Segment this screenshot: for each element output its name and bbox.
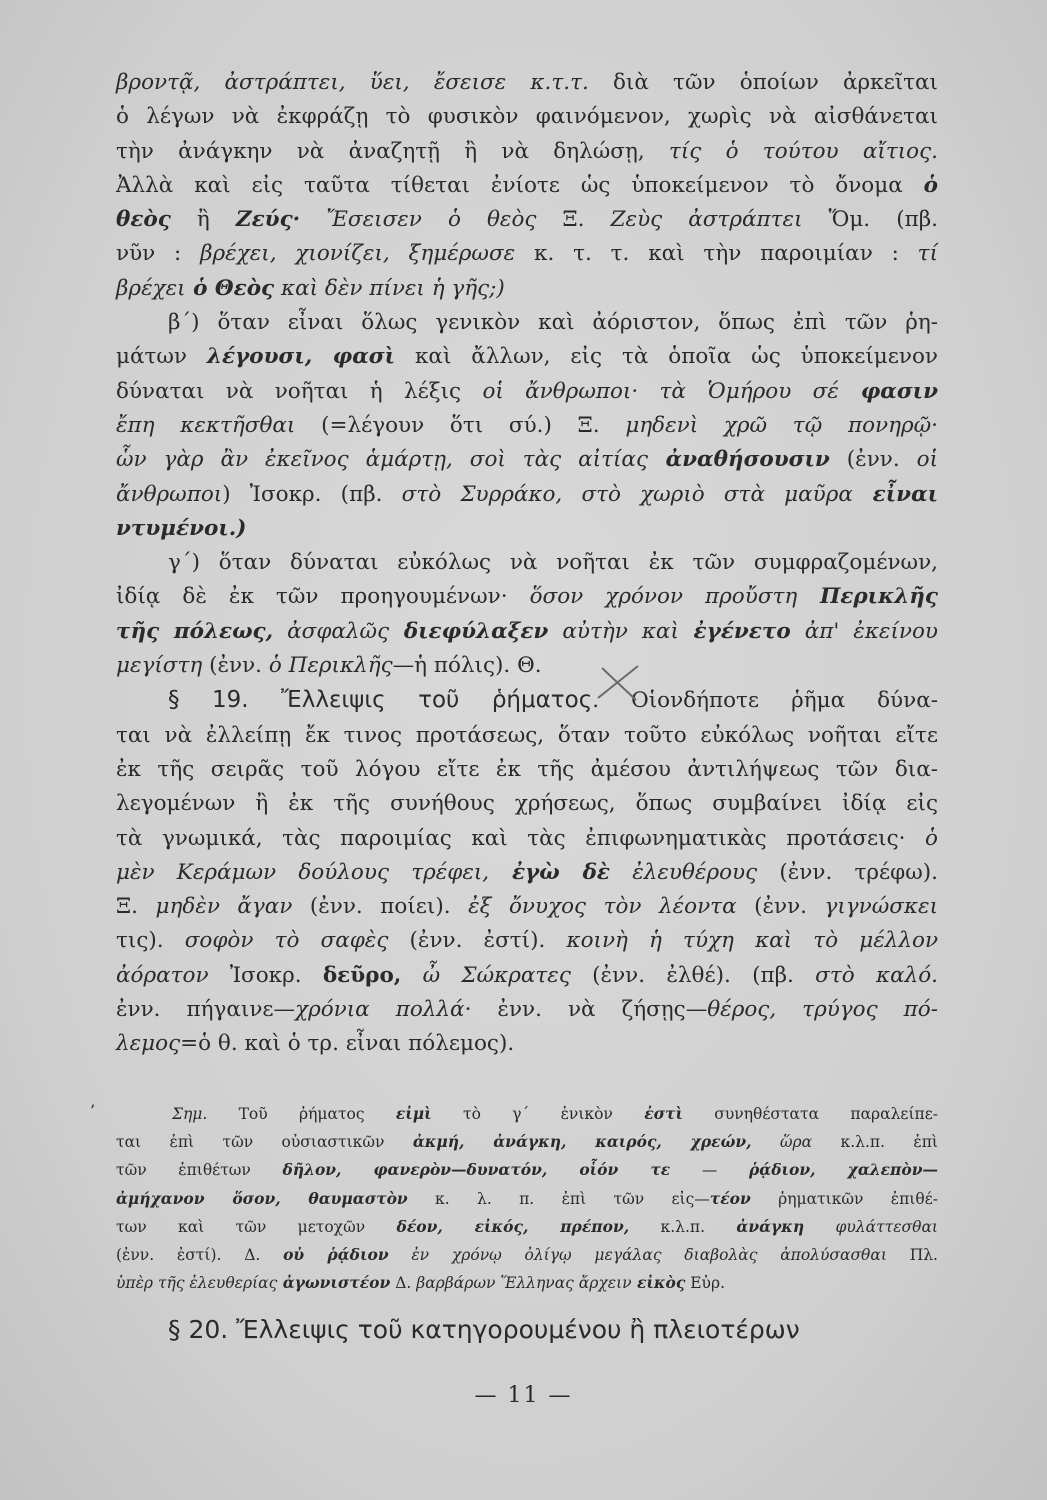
- text-line: [116, 1213, 938, 1241]
- text-segment: (ἐνν.: [736, 894, 825, 920]
- text-segment: λεμος: [116, 1031, 181, 1057]
- text-segment: μὲν Κεράμων δούλους τρέφει,: [116, 859, 490, 885]
- text-segment: ῥᾴδιον, χαλεπὸν—: [748, 1160, 938, 1180]
- text-segment: τὴν ἀνάγκην νὰ ἀναζητῇ ἢ νὰ δηλώσῃ,: [116, 138, 669, 164]
- text-line: [116, 169, 938, 203]
- text-segment: ἀνάγκη: [736, 1216, 805, 1236]
- text-segment: Ζεύς·: [235, 207, 301, 233]
- text-segment: Ἀλλὰ καὶ εἰς ταῦτα τίθεται ἐνίοτε ὡς ὑποκείμενον τὸ ὄνομα: [116, 172, 924, 198]
- text-line: [116, 340, 938, 374]
- text-segment: (ἐνν. ἐστί).: [388, 928, 567, 954]
- text-line: [116, 615, 938, 649]
- text-segment: (ἐνν.: [829, 447, 917, 473]
- text-line: [116, 272, 938, 306]
- text-segment: ὦ Σώκρατες: [401, 962, 571, 988]
- text-segment: ἐνν. νὰ ζήσῃς—: [471, 997, 708, 1023]
- text-line: [116, 135, 938, 169]
- text-segment: ὑπὲρ τῆς ἐλευθερίας: [116, 1274, 278, 1293]
- text-segment: ἐστὶ: [644, 1104, 683, 1123]
- text-segment: λεγομένων ἢ ἐκ τῆς συνήθους χρήσεως, ὅπως συμβαίνει ἰδίᾳ εἰς: [116, 791, 938, 817]
- text-segment: Ὅμ. (πβ.: [802, 207, 938, 233]
- text-segment: ἐκ τῆς σειρᾶς τοῦ λόγου εἴτε ἐκ τῆς ἀμέσου ἀντιλήψεως τῶν δια-: [116, 756, 938, 782]
- text-line: [116, 924, 938, 958]
- text-line: [116, 959, 938, 993]
- text-segment: τέον: [709, 1188, 751, 1208]
- text-line: [116, 649, 938, 683]
- text-segment: ται νὰ ἐλλείπῃ ἔκ τινος προτάσεως, ὅταν τοῦτο εὐκόλως νοῆται εἴτε: [116, 722, 938, 748]
- section-20-heading: § 20. Ἔλλειψις τοῦ κατηγορουμένου ἢ πλειοτέρων: [168, 1315, 800, 1344]
- text-segment: —ἡ πόλις). Θ.: [392, 653, 542, 679]
- text-segment: ἀναθήσουσιν: [648, 447, 830, 473]
- text-segment: τῶν ἐπιθέτων: [116, 1161, 283, 1180]
- text-line: [116, 822, 938, 856]
- text-line: [116, 306, 938, 340]
- main-text-block: [116, 66, 938, 1062]
- text-segment: (ἐνν. ἐστί). Δ.: [116, 1246, 284, 1265]
- text-segment: Περικλῆς: [797, 584, 938, 610]
- text-segment: Ἔσεισεν ὁ θεὸς: [300, 207, 537, 233]
- text-line: [116, 719, 938, 753]
- text-line: [116, 856, 938, 890]
- text-segment: θεὸς: [116, 207, 171, 233]
- footnote-block: [116, 1100, 938, 1297]
- text-line: [116, 203, 938, 237]
- text-segment: . Οἱονδήποτε ῥῆμα δύνα-: [592, 688, 938, 714]
- text-segment: β΄) ὅταν εἶναι ὅλως γενικὸν καὶ ἀόριστον, ὅπως ἐπὶ τῶν ῥη-: [168, 310, 938, 336]
- text-segment: ἀμήχανον ὅσον, θαυμαστὸν: [116, 1188, 408, 1208]
- text-segment: τὸ γ΄ ἑνικὸν: [431, 1105, 645, 1123]
- text-line: [116, 1027, 938, 1061]
- text-segment: ἐγένετο: [678, 618, 791, 644]
- text-line: [116, 512, 938, 546]
- text-line: [116, 66, 938, 100]
- text-segment: ῥηματικῶν ἐπιθέ-: [750, 1189, 938, 1208]
- text-segment: ἀσφαλῶς: [273, 618, 390, 644]
- text-segment: Ζεὺς ἀστράπτει: [610, 207, 803, 233]
- text-segment: ἰδίᾳ δὲ ἐκ τῶν προηγουμένων·: [116, 584, 530, 610]
- text-segment: ὁ λέγων νὰ ἐκφράζῃ τὸ φυσικὸν φαινόμενον, χωρὶς νὰ αἰσθάνεται: [116, 104, 938, 130]
- text-segment: κ. τ. τ. καὶ τὴν παροιμίαν :: [515, 241, 918, 267]
- text-segment: βρέχει, χιονίζει, ξημέρωσε: [200, 241, 516, 267]
- text-segment: ται ἐπὶ τῶν οὐσιαστικῶν: [116, 1133, 413, 1152]
- text-line: [116, 787, 938, 821]
- text-segment: κοινὴ ἡ τύχη καὶ τὸ μέλλον: [566, 928, 939, 954]
- text-segment: γ΄) ὅταν δύναται εὐκόλως νὰ νοῆται ἐκ τῶν συμφραζομένων,: [168, 550, 938, 576]
- text-line: [116, 580, 938, 614]
- text-line: [116, 443, 938, 477]
- text-segment: μάτων: [116, 344, 207, 370]
- text-segment: καὶ ἄλλων, εἰς τὰ ὁποῖα ὡς ὑποκείμενον: [395, 344, 939, 370]
- text-segment: κ.λ.π. ἐπὶ: [812, 1133, 938, 1152]
- text-segment: οὐ ῥᾴδιον: [283, 1245, 389, 1265]
- text-segment: δῆλον, φανερὸν—δυνατόν, οἷόν τε: [282, 1160, 671, 1180]
- text-segment: —: [670, 1161, 749, 1180]
- text-segment: ὁ Θεὸς: [185, 275, 275, 301]
- text-segment: ὧν γὰρ ἂν ἐκεῖνος ἁμάρτῃ, σοὶ τὰς αἰτίας: [116, 447, 648, 473]
- text-segment: μεγίστη: [116, 653, 203, 679]
- text-segment: ὥρα: [751, 1133, 813, 1152]
- text-segment: ἄνθρωποι: [116, 481, 223, 507]
- text-segment: ἐλευθέρους: [610, 859, 758, 885]
- text-segment: διεφύλαξεν: [389, 618, 549, 644]
- text-line: [116, 993, 938, 1027]
- text-segment: κ.λ.π.: [629, 1217, 737, 1236]
- text-segment: κ. λ. π. ἐπὶ τῶν εἰς—: [407, 1189, 710, 1208]
- text-segment: τῆς πόλεως,: [116, 618, 274, 644]
- text-segment: (=λέγουν ὅτι σύ.) Ξ.: [295, 412, 626, 438]
- text-segment: οἱ ἄνθρωποι· τὰ Ὁμήρου σέ: [482, 378, 839, 404]
- page-number: — 11 —: [474, 1383, 573, 1408]
- text-segment: φασιν: [838, 378, 938, 404]
- text-segment: ὁ: [925, 825, 938, 851]
- text-line: [116, 1241, 938, 1269]
- text-segment: τὰ γνωμικά, τὰς παροιμίας καὶ τὰς ἐπιφωνηματικὰς προτάσεις·: [116, 825, 926, 851]
- text-segment: ὁ Περικλῆς: [268, 653, 393, 679]
- text-segment: Εὐρ.: [685, 1274, 726, 1293]
- text-segment: ) Ἰσοκρ. (πβ.: [222, 481, 402, 507]
- text-segment: ὅσον χρόνον προὔστη: [529, 584, 798, 610]
- text-segment: εἶναι: [852, 481, 939, 507]
- text-line: [116, 683, 938, 718]
- text-segment: ἀπ' ἐκείνου: [790, 618, 938, 644]
- text-line: [116, 375, 938, 409]
- text-segment: τις).: [116, 928, 185, 954]
- text-segment: στὸ Συρράκο, στὸ χωριὸ στὰ μαῦρα: [401, 481, 853, 507]
- pencil-cross-mark: [592, 660, 644, 704]
- text-segment: ἢ: [170, 207, 236, 233]
- text-line: [116, 1185, 938, 1213]
- text-segment: εἰκὸς: [631, 1273, 686, 1293]
- text-segment: Πλ.: [886, 1246, 938, 1265]
- text-line: [116, 100, 938, 134]
- text-segment: βροντᾷ, ἀστράπτει, ὕει, ἔσεισε κ.τ.τ.: [116, 70, 589, 95]
- text-segment: ἐνν. πήγαινε—: [116, 997, 296, 1023]
- text-segment: βαρβάρων Ἕλληνας ἄρχειν: [416, 1274, 632, 1293]
- text-segment: φυλάττεσθαι: [804, 1217, 939, 1236]
- text-segment: Ξ.: [116, 894, 156, 920]
- text-segment: (ἐνν. τρέφω).: [757, 859, 938, 885]
- text-segment: ἀκμή, ἀνάγκη, καιρός, χρεών,: [412, 1132, 752, 1152]
- text-line: [116, 1156, 938, 1184]
- text-segment: =ὁ θ. καὶ ὁ τρ. εἶναι πόλεμος).: [180, 1031, 515, 1057]
- text-segment: αὐτὴν καὶ: [548, 618, 679, 644]
- text-segment: σοφὸν τὸ σαφὲς: [184, 928, 389, 954]
- text-segment: εἰμὶ: [395, 1104, 432, 1123]
- text-segment: ἀγωνιστέον: [277, 1273, 391, 1293]
- text-segment: οἱ: [916, 447, 939, 473]
- text-segment: ἀόρατον: [116, 962, 209, 988]
- text-line: [116, 478, 938, 512]
- text-line: [116, 409, 938, 443]
- text-line: [116, 1100, 938, 1128]
- text-segment: Τοῦ ῥήματος: [207, 1105, 396, 1123]
- text-line: [116, 237, 938, 271]
- text-segment: μηδενὶ χρῶ τῷ πονηρῷ·: [625, 412, 938, 438]
- text-segment: τί: [917, 241, 938, 267]
- text-segment: τίς ὁ τούτου αἴτιος.: [668, 138, 938, 164]
- text-line: [116, 1128, 938, 1156]
- text-segment: ἐξ ὄνυχος τὸν λέοντα: [468, 894, 737, 920]
- text-segment: μηδὲν ἄγαν: [155, 894, 293, 920]
- section-19-heading: § 19. Ἔλλειψις τοῦ ῥήματος: [168, 687, 593, 714]
- text-segment: Ἰσοκρ.: [208, 962, 323, 988]
- text-segment: ἐγὼ δὲ: [489, 859, 610, 885]
- text-segment: Δ.: [390, 1274, 417, 1293]
- text-segment: των καὶ τῶν μετοχῶν: [116, 1217, 397, 1236]
- text-segment: στὸ καλό.: [815, 962, 938, 988]
- text-segment: καὶ δὲν πίνει ἡ γῆς;): [274, 275, 505, 301]
- text-line: [116, 1269, 938, 1297]
- text-segment: νῦν :: [116, 241, 201, 267]
- margin-tick-mark: ’: [90, 1101, 96, 1120]
- text-segment: χρόνια πολλά·: [295, 997, 472, 1023]
- text-segment: ντυμένοι.): [116, 515, 247, 541]
- text-segment: Σημ.: [172, 1105, 208, 1123]
- text-line: [116, 546, 938, 580]
- text-segment: δέον, εἰκός, πρέπον,: [396, 1216, 630, 1236]
- text-segment: (ἐνν.: [202, 653, 269, 679]
- text-line: [116, 753, 938, 787]
- text-segment: δύναται νὰ νοῆται ἡ λέξις: [116, 378, 483, 404]
- text-segment: Ξ.: [536, 207, 611, 233]
- text-segment: ὁ: [923, 172, 938, 198]
- text-segment: λέγουσι, φασὶ: [206, 344, 396, 370]
- text-segment: (ἐνν. ποίει).: [292, 894, 469, 920]
- text-segment: (ἐνν. ἐλθέ). (πβ.: [570, 962, 816, 988]
- text-segment: δεῦρο,: [322, 962, 402, 988]
- text-segment: ἐν χρόνῳ ὀλίγῳ μεγάλας διαβολὰς ἀπολύσασθαι: [388, 1246, 887, 1265]
- text-segment: συνηθέστατα παραλείπε-: [682, 1105, 938, 1123]
- text-segment: βρέχει: [116, 275, 186, 301]
- text-segment: γιγνώσκει: [824, 894, 939, 920]
- text-segment: ἔπη κεκτῆσθαι: [116, 412, 296, 438]
- text-segment: θέρος, τρύγος πό-: [707, 997, 938, 1023]
- text-segment: διὰ τῶν ὁποίων ἀρκεῖται: [588, 70, 938, 95]
- text-line: [116, 890, 938, 924]
